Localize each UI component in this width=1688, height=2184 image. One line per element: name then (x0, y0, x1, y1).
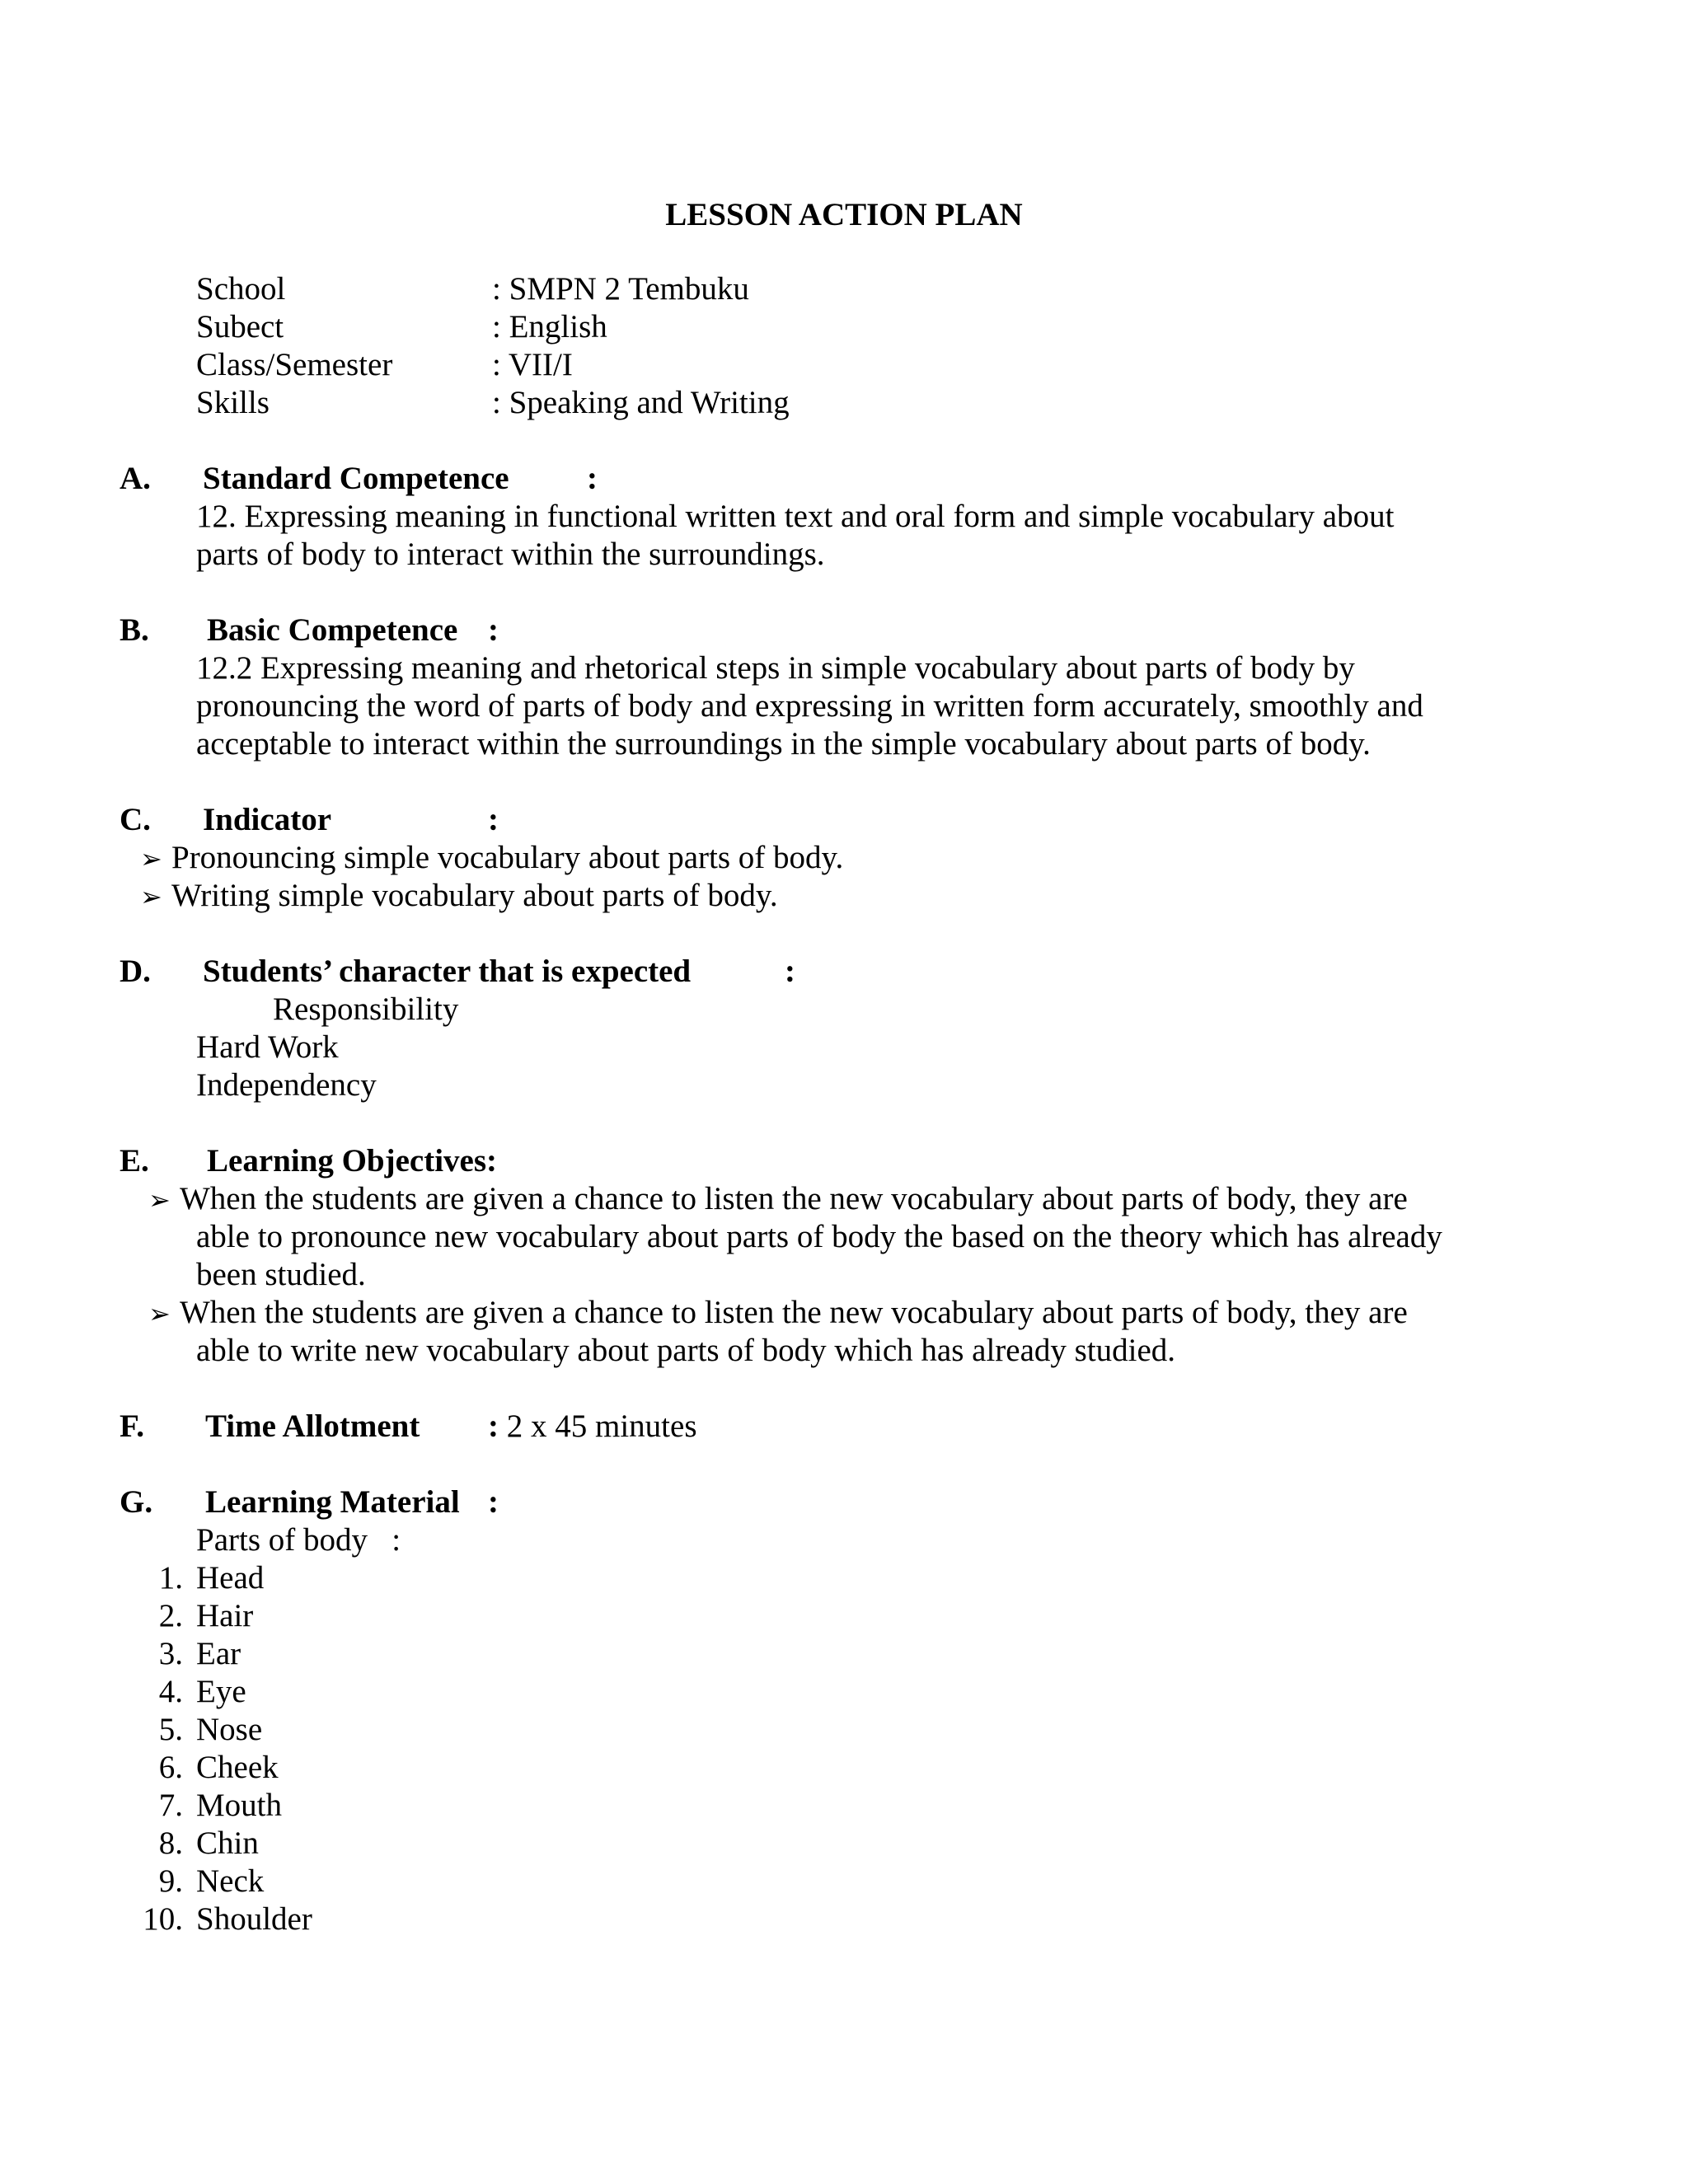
info-value-class: : VII/I (492, 347, 573, 382)
section-d-colon: : (785, 954, 795, 989)
section-a-heading: Standard Competence (203, 461, 509, 496)
objective-bullet: ➢ When the students are given a chance to listen the new vocabulary about parts of body, they are (148, 1180, 1408, 1219)
section-c-heading: Indicator (203, 802, 331, 837)
section-c-colon: : (488, 802, 499, 837)
character-item: Responsibility (273, 991, 459, 1027)
arrowhead-bullet-icon: ➢ (140, 843, 162, 874)
objective-line: able to pronounce new vocabulary about parts of body the based on the theory which has already (196, 1219, 1442, 1254)
section-g-heading: Learning Material (205, 1484, 460, 1520)
list-item: 3. Ear (158, 1636, 241, 1671)
arrowhead-bullet-icon: ➢ (148, 1298, 171, 1329)
info-value-school: : SMPN 2 Tembuku (492, 271, 749, 307)
page-title: LESSON ACTION PLAN (665, 197, 1023, 232)
objective-bullet: ➢ When the students are given a chance to listen the new vocabulary about parts of body, they are (148, 1294, 1408, 1333)
section-b-line: acceptable to interact within the surroundings in the simple vocabulary about parts of body. (196, 726, 1371, 762)
section-b-heading: Basic Competence (207, 612, 458, 648)
list-item: 9. Neck (158, 1863, 265, 1899)
character-item: Independency (196, 1067, 377, 1103)
section-b-line: pronouncing the word of parts of body and expressing in written form accurately, smoothly and (196, 688, 1423, 724)
objective-line: able to write new vocabulary about parts of body which has already studied. (196, 1333, 1176, 1368)
info-value-skills: : Speaking and Writing (492, 385, 790, 420)
list-item: 4. Eye (158, 1674, 246, 1709)
indicator-bullet: ➢ Pronouncing simple vocabulary about parts of body. (140, 839, 843, 878)
parts-of-body-intro: Parts of body : (196, 1522, 401, 1558)
section-b-letter: B. (120, 612, 149, 648)
section-a-line: parts of body to interact within the surroundings. (196, 537, 825, 572)
info-label-class: Class/Semester (196, 347, 393, 382)
arrowhead-bullet-icon: ➢ (140, 881, 162, 912)
list-item: 10. Shoulder (143, 1901, 312, 1937)
section-f-heading: Time Allotment (205, 1408, 420, 1444)
arrowhead-bullet-icon: ➢ (148, 1184, 171, 1216)
section-e-heading: Learning Objectives: (207, 1143, 498, 1179)
section-d-heading: Students’ character that is expected (203, 954, 692, 989)
section-a-colon: : (587, 461, 598, 496)
list-item: 7. Mouth (158, 1788, 283, 1823)
info-value-subject: : English (492, 309, 607, 344)
info-label-skills: Skills (196, 385, 270, 420)
section-d-letter: D. (120, 954, 151, 989)
section-b-colon: : (488, 612, 499, 648)
section-a-letter: A. (120, 461, 151, 496)
section-a-line: 12. Expressing meaning in functional written text and oral form and simple vocabulary about (196, 499, 1395, 534)
list-item: 1. Head (158, 1560, 265, 1596)
section-e-letter: E. (120, 1143, 149, 1179)
list-item: 2. Hair (158, 1598, 254, 1633)
section-f-letter: F. (120, 1408, 144, 1444)
info-label-subject: Subect (196, 309, 284, 344)
section-b-line: 12.2 Expressing meaning and rhetorical steps in simple vocabulary about parts of body by (196, 650, 1355, 686)
list-item: 8. Chin (158, 1825, 259, 1861)
section-g-letter: G. (120, 1484, 153, 1520)
objective-line: been studied. (196, 1257, 366, 1292)
info-label-school: School (196, 271, 286, 307)
indicator-bullet: ➢ Writing simple vocabulary about parts of body. (140, 877, 778, 916)
list-item: 5. Nose (158, 1712, 263, 1747)
list-item: 6. Cheek (158, 1750, 279, 1785)
character-item: Hard Work (196, 1029, 339, 1065)
time-allotment: : 2 x 45 minutes (488, 1408, 697, 1444)
section-g-colon: : (488, 1484, 499, 1520)
section-c-letter: C. (120, 802, 151, 837)
